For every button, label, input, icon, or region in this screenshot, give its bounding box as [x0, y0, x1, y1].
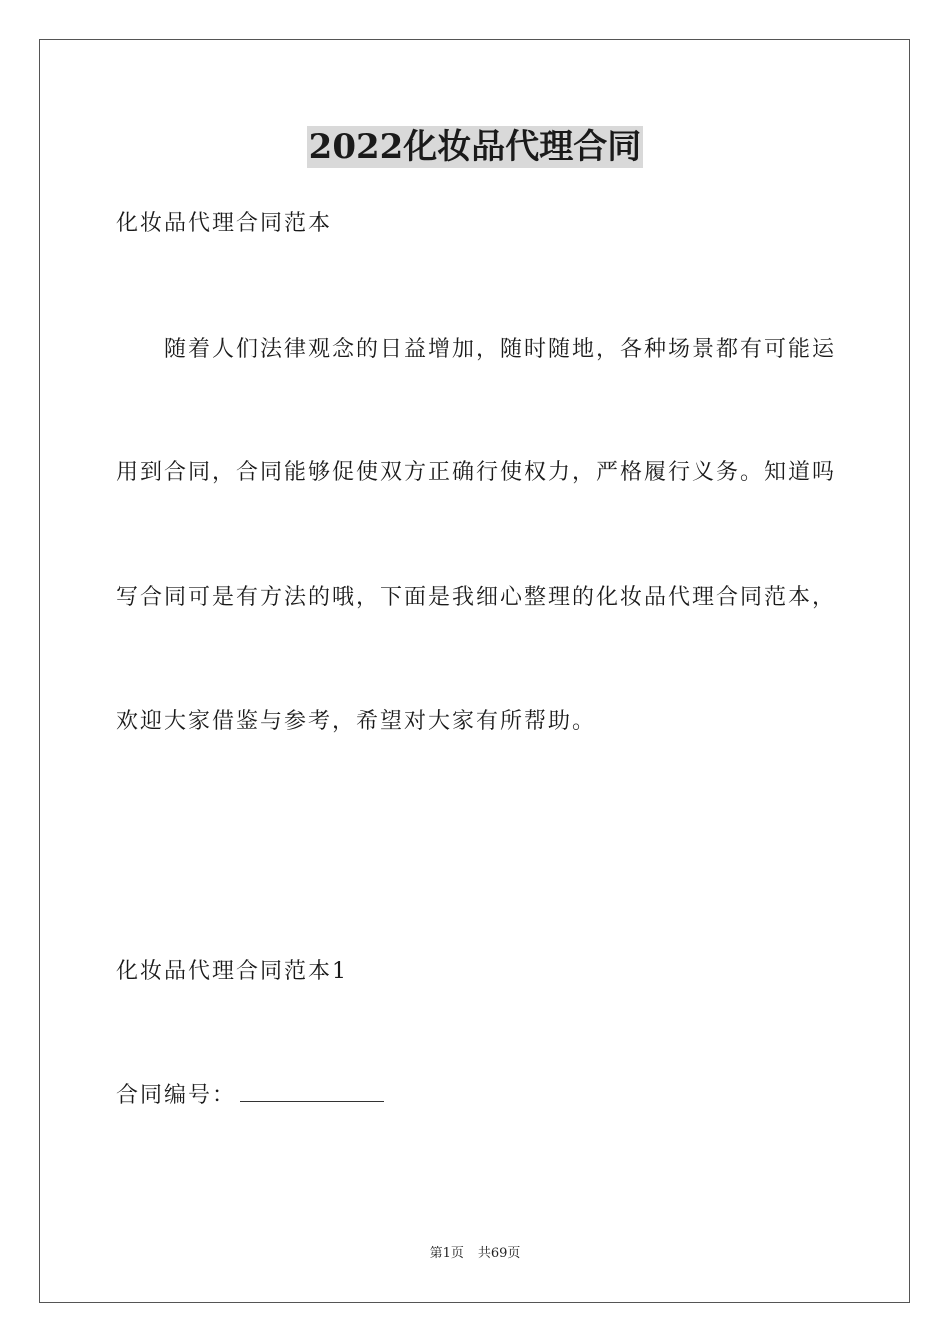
- page-number-current: 第1页: [429, 1246, 464, 1261]
- paragraph-line: 随着人们法律观念的日益增加，随时随地，各种场景都有可能运: [164, 337, 837, 362]
- paragraph-line: 用到合同，合同能够促使双方正确行使权力，严格履行义务。知道吗: [116, 460, 837, 485]
- contract-number-label: 合同编号：: [116, 1083, 237, 1108]
- title-container: [0, 126, 950, 168]
- document-subtitle: 化妆品代理合同范本: [116, 211, 333, 236]
- paragraph-line: 欢迎大家借鉴与参考，希望对大家有所帮助。: [116, 709, 597, 734]
- contract-number-row: [116, 1081, 384, 1111]
- paragraph-line: 写合同可是有方法的哦，下面是我细心整理的化妆品代理合同范本，: [116, 585, 837, 610]
- contract-number-blank: [240, 1083, 384, 1102]
- page-footer: [0, 1245, 950, 1263]
- section-heading: 化妆品代理合同范本1: [116, 959, 348, 984]
- page-number-total: 共69页: [477, 1246, 521, 1261]
- document-title: 2022化妆品代理合同: [308, 127, 642, 167]
